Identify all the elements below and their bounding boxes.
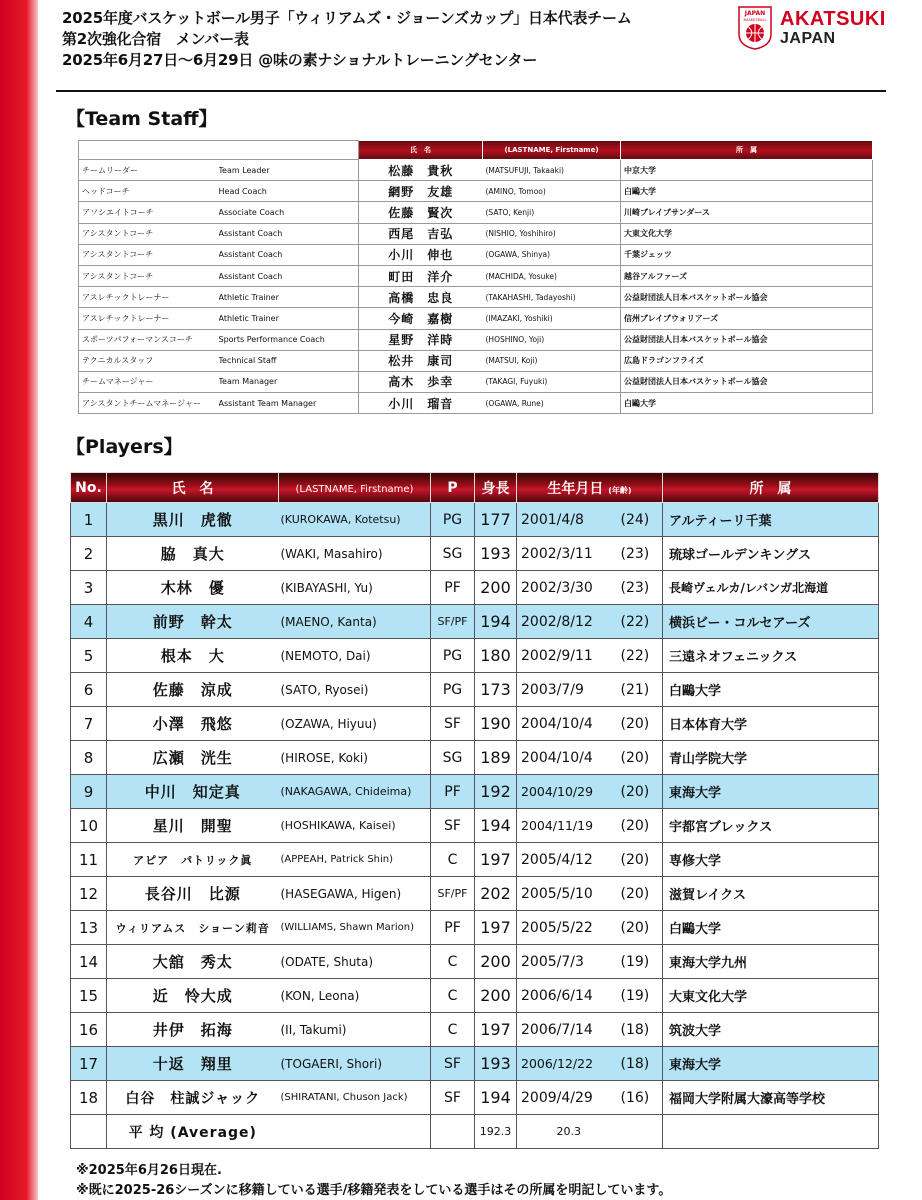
players-header-age-text: (年齢) xyxy=(608,485,632,495)
staff-role-jp: アシスタントコーチ xyxy=(79,244,219,265)
player-dob: 2005/5/10 xyxy=(517,877,621,911)
average-height: 192.3 xyxy=(475,1115,517,1149)
staff-role-jp: アシスタントコーチ xyxy=(79,223,219,244)
staff-header-name: 氏 名 xyxy=(359,141,483,160)
player-affiliation: 東海大学 xyxy=(663,1047,879,1081)
player-row xyxy=(71,911,879,945)
average-label: 平 均 (Average) xyxy=(107,1115,279,1149)
staff-romaji: (IMAZAKI, Yoshiki) xyxy=(483,308,621,329)
player-affiliation: アルティーリ千葉 xyxy=(663,503,879,537)
player-position: PF xyxy=(431,571,475,605)
player-position: C xyxy=(431,945,475,979)
staff-role-jp: アソシエイトコーチ xyxy=(79,202,219,223)
player-height: 192 xyxy=(475,775,517,809)
player-position: PF xyxy=(431,911,475,945)
players-header-affiliation: 所 属 xyxy=(663,473,879,503)
staff-row xyxy=(79,287,873,308)
player-number: 13 xyxy=(71,911,107,945)
badge-text-mid: BASKETBALL xyxy=(743,18,767,22)
player-row xyxy=(71,877,879,911)
player-dob: 2004/11/19 xyxy=(517,809,621,843)
staff-role-en: Assistant Coach xyxy=(219,244,359,265)
players-header-pos: P xyxy=(431,473,475,503)
staff-affiliation: 信州ブレイブウォリアーズ xyxy=(621,308,873,329)
player-position: SF/PF xyxy=(431,605,475,639)
player-number: 5 xyxy=(71,639,107,673)
player-height: 200 xyxy=(475,979,517,1013)
player-age: (21) xyxy=(621,673,663,707)
player-romaji: (KUROKAWA, Kotetsu) xyxy=(279,503,431,537)
players-header-romaji xyxy=(279,473,431,503)
staff-role-en: Associate Coach xyxy=(219,202,359,223)
player-age: (23) xyxy=(621,571,663,605)
player-height: 194 xyxy=(475,809,517,843)
player-dob: 2002/3/30 xyxy=(517,571,621,605)
staff-affiliation: 越谷アルファーズ xyxy=(621,265,873,286)
player-dob: 2006/6/14 xyxy=(517,979,621,1013)
staff-role-jp: スポーツパフォーマンスコーチ xyxy=(79,329,219,350)
staff-role-en: Sports Performance Coach xyxy=(219,329,359,350)
player-romaji: (SHIRATANI, Chuson Jack) xyxy=(279,1081,431,1115)
player-age: (19) xyxy=(621,945,663,979)
player-affiliation: 横浜ビー・コルセアーズ xyxy=(663,605,879,639)
player-position: SG xyxy=(431,537,475,571)
player-position: C xyxy=(431,1013,475,1047)
player-affiliation: 滋賀レイクス xyxy=(663,877,879,911)
player-number: 4 xyxy=(71,605,107,639)
player-affiliation: 筑波大学 xyxy=(663,1013,879,1047)
player-position: SF xyxy=(431,707,475,741)
average-blank-2 xyxy=(279,1115,431,1149)
player-number: 14 xyxy=(71,945,107,979)
staff-role-jp: テクニカルスタッフ xyxy=(79,350,219,371)
brand-akatsuki: AKATSUKI xyxy=(780,8,886,30)
player-dob: 2005/4/12 xyxy=(517,843,621,877)
player-row xyxy=(71,673,879,707)
player-affiliation: 白鷗大学 xyxy=(663,673,879,707)
player-name: 広瀬 洸生 xyxy=(107,741,279,775)
player-dob: 2006/7/14 xyxy=(517,1013,621,1047)
player-name: 佐藤 涼成 xyxy=(107,673,279,707)
player-name: 近 怜大成 xyxy=(107,979,279,1013)
player-row xyxy=(71,741,879,775)
player-affiliation: 三遠ネオフェニックス xyxy=(663,639,879,673)
player-name: 脇 真大 xyxy=(107,537,279,571)
player-age: (24) xyxy=(621,503,663,537)
player-row xyxy=(71,843,879,877)
player-dob: 2009/4/29 xyxy=(517,1081,621,1115)
players-header-name: 氏 名 xyxy=(107,473,279,503)
player-name: 前野 幹太 xyxy=(107,605,279,639)
player-number: 11 xyxy=(71,843,107,877)
player-romaji: (KON, Leona) xyxy=(279,979,431,1013)
player-row xyxy=(71,809,879,843)
staff-romaji: (NISHIO, Yoshihiro) xyxy=(483,223,621,244)
left-accent-bar xyxy=(0,0,38,1200)
staff-affiliation: 広島ドラゴンフライズ xyxy=(621,350,873,371)
player-name: 井伊 拓海 xyxy=(107,1013,279,1047)
player-position: SG xyxy=(431,741,475,775)
staff-affiliation: 公益財団法人日本バスケットボール協会 xyxy=(621,329,873,350)
player-dob: 2003/7/9 xyxy=(517,673,621,707)
player-dob: 2002/9/11 xyxy=(517,639,621,673)
staff-affiliation: 白鷗大学 xyxy=(621,181,873,202)
staff-role-en: Head Coach xyxy=(219,181,359,202)
player-romaji: (NAKAGAWA, Chideima) xyxy=(279,775,431,809)
player-number: 2 xyxy=(71,537,107,571)
staff-role-en: Technical Staff xyxy=(219,350,359,371)
player-number: 10 xyxy=(71,809,107,843)
player-dob: 2004/10/4 xyxy=(517,741,621,775)
player-row xyxy=(71,1081,879,1115)
player-number: 15 xyxy=(71,979,107,1013)
player-number: 12 xyxy=(71,877,107,911)
header-subtitle: 第2次強化合宿 メンバー表 xyxy=(62,30,249,48)
player-row xyxy=(71,503,879,537)
players-header-row xyxy=(71,473,879,503)
player-position: PF xyxy=(431,775,475,809)
players-section-title: 【Players】 xyxy=(66,436,183,458)
player-age: (20) xyxy=(621,843,663,877)
player-number: 9 xyxy=(71,775,107,809)
player-position: SF xyxy=(431,809,475,843)
document-header xyxy=(62,8,742,71)
player-row xyxy=(71,775,879,809)
staff-affiliation: 中京大学 xyxy=(621,160,873,181)
player-age: (22) xyxy=(621,639,663,673)
player-dob: 2002/3/11 xyxy=(517,537,621,571)
player-affiliation: 東海大学 xyxy=(663,775,879,809)
staff-romaji: (AMINO, Tomoo) xyxy=(483,181,621,202)
player-row xyxy=(71,1047,879,1081)
staff-name: 町田 洋介 xyxy=(359,265,483,286)
player-number: 7 xyxy=(71,707,107,741)
player-name: 中川 知定真 xyxy=(107,775,279,809)
player-height: 194 xyxy=(475,605,517,639)
players-header-dob xyxy=(517,473,663,503)
header-title: 2025年度バスケットボール男子「ウィリアムズ・ジョーンズカップ」日本代表チーム xyxy=(62,9,632,27)
player-number: 18 xyxy=(71,1081,107,1115)
player-name: 十返 翔里 xyxy=(107,1047,279,1081)
staff-romaji: (SATO, Kenji) xyxy=(483,202,621,223)
staff-row xyxy=(79,202,873,223)
player-number: 17 xyxy=(71,1047,107,1081)
player-position: SF xyxy=(431,1081,475,1115)
staff-row xyxy=(79,265,873,286)
player-romaji: (ODATE, Shuta) xyxy=(279,945,431,979)
staff-row xyxy=(79,308,873,329)
staff-row xyxy=(79,223,873,244)
staff-affiliation: 公益財団法人日本バスケットボール協会 xyxy=(621,371,873,392)
staff-romaji: (OGAWA, Rune) xyxy=(483,393,621,414)
player-age: (20) xyxy=(621,707,663,741)
player-name: アピア パトリック眞 xyxy=(107,843,279,877)
player-position: C xyxy=(431,843,475,877)
player-height: 194 xyxy=(475,1081,517,1115)
average-blank-5 xyxy=(663,1115,879,1149)
staff-role-en: Assistant Coach xyxy=(219,223,359,244)
player-position: PG xyxy=(431,503,475,537)
staff-role-en: Team Leader xyxy=(219,160,359,181)
player-romaji: (II, Takumi) xyxy=(279,1013,431,1047)
player-age: (20) xyxy=(621,741,663,775)
staff-romaji: (TAKAGI, Fuyuki) xyxy=(483,371,621,392)
staff-affiliation: 白鷗大学 xyxy=(621,393,873,414)
staff-role-en: Assistant Team Manager xyxy=(219,393,359,414)
staff-name: 西尾 吉弘 xyxy=(359,223,483,244)
staff-role-jp: アシスタントコーチ xyxy=(79,265,219,286)
average-blank xyxy=(71,1115,107,1149)
player-height: 200 xyxy=(475,571,517,605)
player-row xyxy=(71,945,879,979)
staff-name: 佐藤 賢次 xyxy=(359,202,483,223)
staff-role-jp: アスレチックトレーナー xyxy=(79,308,219,329)
player-row xyxy=(71,571,879,605)
player-dob: 2004/10/29 xyxy=(517,775,621,809)
staff-romaji: (TAKAHASHI, Tadayoshi) xyxy=(483,287,621,308)
staff-name: 星野 洋時 xyxy=(359,329,483,350)
player-position: SF xyxy=(431,1047,475,1081)
staff-name: 松井 康司 xyxy=(359,350,483,371)
player-name: 白谷 柱誠ジャック xyxy=(107,1081,279,1115)
player-row xyxy=(71,639,879,673)
staff-role-jp: チームリーダー xyxy=(79,160,219,181)
staff-role-en: Athletic Trainer xyxy=(219,308,359,329)
player-number: 3 xyxy=(71,571,107,605)
staff-romaji: (OGAWA, Shinya) xyxy=(483,244,621,265)
players-header-romaji-text: (LASTNAME, Firstname) xyxy=(295,483,414,495)
player-height: 197 xyxy=(475,843,517,877)
staff-romaji: (MATSUFUJI, Takaaki) xyxy=(483,160,621,181)
header-date-venue: 2025年6月27日〜6月29日 @味の素ナショナルトレーニングセンター xyxy=(62,51,538,69)
staff-role-jp: アシスタントチームマネージャー xyxy=(79,393,219,414)
player-affiliation: 東海大学九州 xyxy=(663,945,879,979)
staff-name: 高木 歩幸 xyxy=(359,371,483,392)
jba-shield-icon xyxy=(738,6,772,50)
staff-row xyxy=(79,244,873,265)
player-romaji: (NEMOTO, Dai) xyxy=(279,639,431,673)
player-romaji: (MAENO, Kanta) xyxy=(279,605,431,639)
staff-affiliation: 千葉ジェッツ xyxy=(621,244,873,265)
player-affiliation: 琉球ゴールデンキングス xyxy=(663,537,879,571)
player-name: 木林 優 xyxy=(107,571,279,605)
staff-role-en: Team Manager xyxy=(219,371,359,392)
player-name: 長谷川 比源 xyxy=(107,877,279,911)
player-name: ウィリアムス ショーン莉音 xyxy=(107,911,279,945)
staff-role-en: Assistant Coach xyxy=(219,265,359,286)
player-age: (23) xyxy=(621,537,663,571)
player-age: (16) xyxy=(621,1081,663,1115)
staff-header-affiliation: 所 属 xyxy=(621,141,873,160)
note-date: ※2025年6月26日現在. xyxy=(76,1163,222,1178)
player-romaji: (HASEGAWA, Higen) xyxy=(279,877,431,911)
player-height: 197 xyxy=(475,911,517,945)
brand-japan: JAPAN xyxy=(780,30,836,47)
player-affiliation: 白鷗大学 xyxy=(663,911,879,945)
player-romaji: (HIROSE, Koki) xyxy=(279,741,431,775)
player-row xyxy=(71,605,879,639)
player-romaji: (WILLIAMS, Shawn Marion) xyxy=(279,911,431,945)
staff-row xyxy=(79,393,873,414)
players-table xyxy=(70,472,879,1149)
player-number: 16 xyxy=(71,1013,107,1047)
staff-row xyxy=(79,181,873,202)
player-affiliation: 日本体育大学 xyxy=(663,707,879,741)
player-age: (20) xyxy=(621,809,663,843)
player-height: 190 xyxy=(475,707,517,741)
akatsuki-japan-logo xyxy=(738,6,918,52)
player-affiliation: 大東文化大学 xyxy=(663,979,879,1013)
player-height: 180 xyxy=(475,639,517,673)
player-romaji: (WAKI, Masahiro) xyxy=(279,537,431,571)
player-position: PG xyxy=(431,673,475,707)
player-dob: 2006/12/22 xyxy=(517,1047,621,1081)
staff-row xyxy=(79,350,873,371)
player-age: (18) xyxy=(621,1047,663,1081)
player-romaji: (TOGAERI, Shori) xyxy=(279,1047,431,1081)
player-height: 197 xyxy=(475,1013,517,1047)
player-romaji: (SATO, Ryosei) xyxy=(279,673,431,707)
average-age: 20.3 xyxy=(517,1115,621,1149)
player-affiliation: 福岡大学附属大濠高等学校 xyxy=(663,1081,879,1115)
players-header-height: 身長 xyxy=(475,473,517,503)
player-romaji: (APPEAH, Patrick Shin) xyxy=(279,843,431,877)
player-dob: 2002/8/12 xyxy=(517,605,621,639)
staff-header-romaji: (LASTNAME, Firstname) xyxy=(483,141,621,160)
staff-name: 今崎 嘉樹 xyxy=(359,308,483,329)
player-position: SF/PF xyxy=(431,877,475,911)
staff-role-en: Athletic Trainer xyxy=(219,287,359,308)
staff-romaji: (HOSHINO, Yoji) xyxy=(483,329,621,350)
player-height: 202 xyxy=(475,877,517,911)
player-name: 黒川 虎徹 xyxy=(107,503,279,537)
average-blank-3 xyxy=(431,1115,475,1149)
staff-row xyxy=(79,371,873,392)
player-affiliation: 宇都宮ブレックス xyxy=(663,809,879,843)
players-header-no: No. xyxy=(71,473,107,503)
player-number: 8 xyxy=(71,741,107,775)
staff-affiliation: 公益財団法人日本バスケットボール協会 xyxy=(621,287,873,308)
staff-table xyxy=(78,140,873,414)
staff-affiliation: 川崎ブレイブサンダース xyxy=(621,202,873,223)
player-position: PG xyxy=(431,639,475,673)
staff-row xyxy=(79,160,873,181)
player-height: 200 xyxy=(475,945,517,979)
staff-row xyxy=(79,329,873,350)
player-age: (19) xyxy=(621,979,663,1013)
player-height: 177 xyxy=(475,503,517,537)
player-age: (20) xyxy=(621,775,663,809)
player-affiliation: 長崎ヴェルカ/レバンガ北海道 xyxy=(663,571,879,605)
player-name: 小澤 飛悠 xyxy=(107,707,279,741)
player-row xyxy=(71,1013,879,1047)
player-age: (20) xyxy=(621,877,663,911)
staff-role-jp: チームマネージャー xyxy=(79,371,219,392)
average-blank-4 xyxy=(621,1115,663,1149)
players-header-dob-text: 生年月日 xyxy=(547,480,604,497)
player-dob: 2001/4/8 xyxy=(517,503,621,537)
player-number: 6 xyxy=(71,673,107,707)
player-age: (22) xyxy=(621,605,663,639)
player-affiliation: 青山学院大学 xyxy=(663,741,879,775)
staff-affiliation: 大東文化大学 xyxy=(621,223,873,244)
player-row xyxy=(71,707,879,741)
badge-text-top: JAPAN xyxy=(744,10,766,17)
player-dob: 2005/7/3 xyxy=(517,945,621,979)
player-romaji: (OZAWA, Hiyuu) xyxy=(279,707,431,741)
player-height: 173 xyxy=(475,673,517,707)
player-position: C xyxy=(431,979,475,1013)
staff-header-row xyxy=(79,141,873,160)
staff-romaji: (MATSUI, Koji) xyxy=(483,350,621,371)
player-height: 189 xyxy=(475,741,517,775)
player-number: 1 xyxy=(71,503,107,537)
player-dob: 2004/10/4 xyxy=(517,707,621,741)
player-height: 193 xyxy=(475,537,517,571)
staff-role-jp: ヘッドコーチ xyxy=(79,181,219,202)
staff-section-title: 【Team Staff】 xyxy=(66,108,218,130)
player-row xyxy=(71,537,879,571)
note-transfer: ※既に2025-26シーズンに移籍している選手/移籍発表をしている選手はその所属を明記しています。 xyxy=(76,1183,672,1198)
player-affiliation: 専修大学 xyxy=(663,843,879,877)
header-divider xyxy=(56,90,886,92)
average-row xyxy=(71,1115,879,1149)
player-name: 星川 開聖 xyxy=(107,809,279,843)
player-age: (20) xyxy=(621,911,663,945)
staff-name: 網野 友雄 xyxy=(359,181,483,202)
staff-header-blank xyxy=(79,141,359,160)
player-height: 193 xyxy=(475,1047,517,1081)
staff-name: 小川 伸也 xyxy=(359,244,483,265)
player-age: (18) xyxy=(621,1013,663,1047)
player-romaji: (KIBAYASHI, Yu) xyxy=(279,571,431,605)
staff-name: 高橋 忠良 xyxy=(359,287,483,308)
player-name: 大舘 秀太 xyxy=(107,945,279,979)
player-dob: 2005/5/22 xyxy=(517,911,621,945)
staff-name: 小川 瑠音 xyxy=(359,393,483,414)
staff-romaji: (MACHIDA, Yosuke) xyxy=(483,265,621,286)
player-name: 根本 大 xyxy=(107,639,279,673)
player-row xyxy=(71,979,879,1013)
player-romaji: (HOSHIKAWA, Kaisei) xyxy=(279,809,431,843)
staff-role-jp: アスレチックトレーナー xyxy=(79,287,219,308)
staff-name: 松藤 貴秋 xyxy=(359,160,483,181)
